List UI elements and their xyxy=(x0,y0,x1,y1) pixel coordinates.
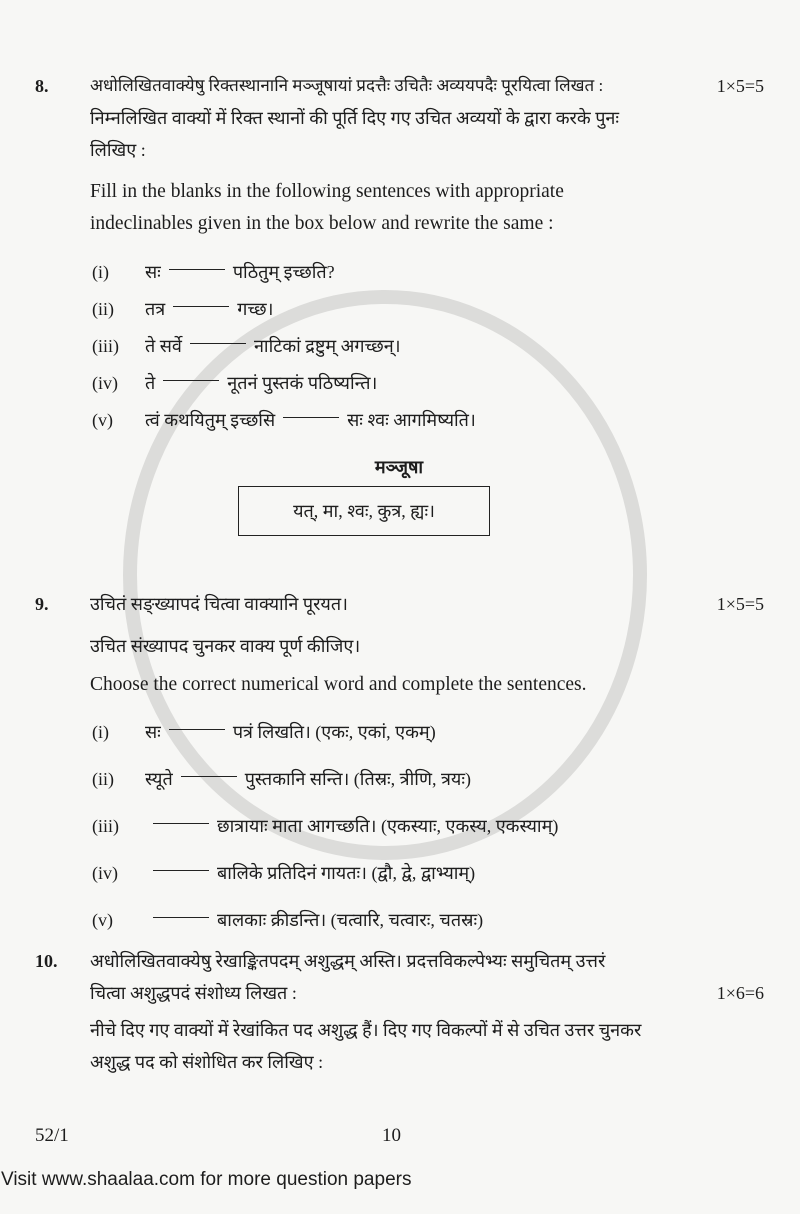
q9-item-label: (iv) xyxy=(92,863,118,883)
item-text-before: तत्र xyxy=(145,299,166,319)
answer-blank xyxy=(153,870,209,871)
answer-blank xyxy=(173,306,229,307)
q9-item xyxy=(92,756,764,803)
item-text-after: सः श्वः आगमिष्यति। xyxy=(347,410,476,430)
word-box xyxy=(238,486,490,536)
q8-hindi-line2: लिखिए : xyxy=(90,140,146,160)
q10-header xyxy=(35,945,764,977)
q8-item-label: (iv) xyxy=(92,373,118,393)
q9-item-label: (i) xyxy=(92,722,109,742)
q9-items xyxy=(35,709,764,944)
q8-item xyxy=(92,365,764,402)
q8-english-line2: indeclinables given in the box below and rewrite the same : xyxy=(90,213,554,234)
q8-item-label: (i) xyxy=(92,262,109,282)
q10-sanskrit-line1: अधोलिखितवाक्येषु रेखाङ्कितपदम् अशुद्धम् अस्ति। प्रदत्तविकल्पेभ्यः समुचितम् उत्तरं xyxy=(90,951,606,971)
item-text-after: छात्रायाः माता आगच्छति। (एकस्याः, एकस्य, एकस्याम्) xyxy=(217,816,559,836)
item-text-before: सः xyxy=(145,722,161,742)
item-text-before: ते xyxy=(145,373,156,393)
q9-english-instruction: Choose the correct numerical word and complete the sentences. xyxy=(90,674,587,695)
item-text-after: बालिके प्रतिदिनं गायतः। (द्वौ, द्वे, द्वाभ्याम्) xyxy=(217,863,476,883)
page-number: 10 xyxy=(382,1125,401,1146)
item-text-after: नाटिकां द्रष्टुम् अगच्छन्। xyxy=(253,336,401,356)
shaalaa-link[interactable]: Visit www.shaalaa.com for more question papers xyxy=(1,1169,412,1190)
q8-marks: 1×5=5 xyxy=(716,76,764,96)
q10-header-line2 xyxy=(35,977,764,1009)
item-text-before: सः xyxy=(145,262,161,282)
q9-item-label: (ii) xyxy=(92,769,114,789)
word-box-title: मञ्जूषा xyxy=(374,457,424,477)
q8-english-line1: Fill in the blanks in the following sentences with appropriate xyxy=(90,181,564,202)
q8-sanskrit-instruction: अधोलिखितवाक्येषु रिक्तस्थानानि मञ्जूषायां प्रदत्तैः उचितैः अव्ययपदैः पूरयित्वा लिखत : xyxy=(90,76,604,95)
q10-sanskrit-line2: चित्वा अशुद्धपदं संशोध्य लिखत : xyxy=(90,983,297,1003)
q9-item xyxy=(92,850,764,897)
q10-number: 10. xyxy=(35,951,58,971)
q9-header xyxy=(35,588,764,620)
q9-item xyxy=(92,897,764,944)
q9-sanskrit-instruction: उचितं सङ्ख्यापदं चित्वा वाक्यानि पूरयत। xyxy=(90,594,348,614)
q9-hindi-instruction: उचित संख्यापद चुनकर वाक्य पूर्ण कीजिए। xyxy=(90,636,361,656)
item-text-after: पठितुम् इच्छति? xyxy=(232,262,335,282)
paper-code: 52/1 xyxy=(35,1125,69,1146)
q9-marks: 1×5=5 xyxy=(716,594,764,614)
q8-header xyxy=(35,70,764,102)
q9-item-label: (iii) xyxy=(92,816,119,836)
q8-item xyxy=(92,291,764,328)
answer-blank xyxy=(153,823,209,824)
page-footer xyxy=(35,1120,764,1152)
answer-blank xyxy=(163,380,219,381)
item-text-after: गच्छ। xyxy=(237,299,274,319)
item-text-before: त्वं कथयितुम् इच्छसि xyxy=(145,410,276,430)
answer-blank xyxy=(153,917,209,918)
q8-item-label: (iii) xyxy=(92,336,119,356)
item-text-before: स्यूते xyxy=(145,769,173,789)
answer-blank xyxy=(181,776,237,777)
item-text-after: पत्रं लिखति। (एकः, एकां, एकम्) xyxy=(232,722,436,742)
item-text-after: बालकाः क्रीडन्ति। (चत्वारि, चत्वारः, चतस्रः) xyxy=(217,910,484,930)
q9-item xyxy=(92,803,764,850)
q8-item-label: (v) xyxy=(92,410,113,430)
answer-blank xyxy=(169,269,225,270)
q8-hindi-line1: निम्नलिखित वाक्यों में रिक्त स्थानों की पूर्ति दिए गए उचित अव्ययों के द्वारा करके पुनः xyxy=(90,108,620,128)
q10-hindi-line2: अशुद्ध पद को संशोधित कर लिखिए : xyxy=(90,1052,324,1072)
answer-blank xyxy=(190,343,246,344)
q9-number: 9. xyxy=(35,594,49,614)
item-text-after: पुस्तकानि सन्ति। (तिस्रः, त्रीणि, त्रयः) xyxy=(244,769,471,789)
q9-item xyxy=(92,709,764,756)
q10-hindi-line1: नीचे दिए गए वाक्यों में रेखांकित पद अशुद्ध हैं। दिए गए विकल्पों में से उचित उत्तर चुनकर xyxy=(90,1020,642,1040)
q8-item xyxy=(92,328,764,365)
item-text-after: नूतनं पुस्तकं पठिष्यन्ति। xyxy=(227,373,378,393)
q8-number: 8. xyxy=(35,76,49,96)
answer-blank xyxy=(283,417,339,418)
word-box-words: यत्, मा, श्वः, कुत्र, ह्यः। xyxy=(293,501,435,521)
q9-item-label: (v) xyxy=(92,910,113,930)
q10-marks: 1×6=6 xyxy=(716,983,764,1003)
q8-item-label: (ii) xyxy=(92,299,114,319)
q8-item xyxy=(92,254,764,291)
item-text-before: ते सर्वे xyxy=(145,336,182,356)
q8-item xyxy=(92,402,764,439)
answer-blank xyxy=(169,729,225,730)
q8-items xyxy=(35,254,764,439)
